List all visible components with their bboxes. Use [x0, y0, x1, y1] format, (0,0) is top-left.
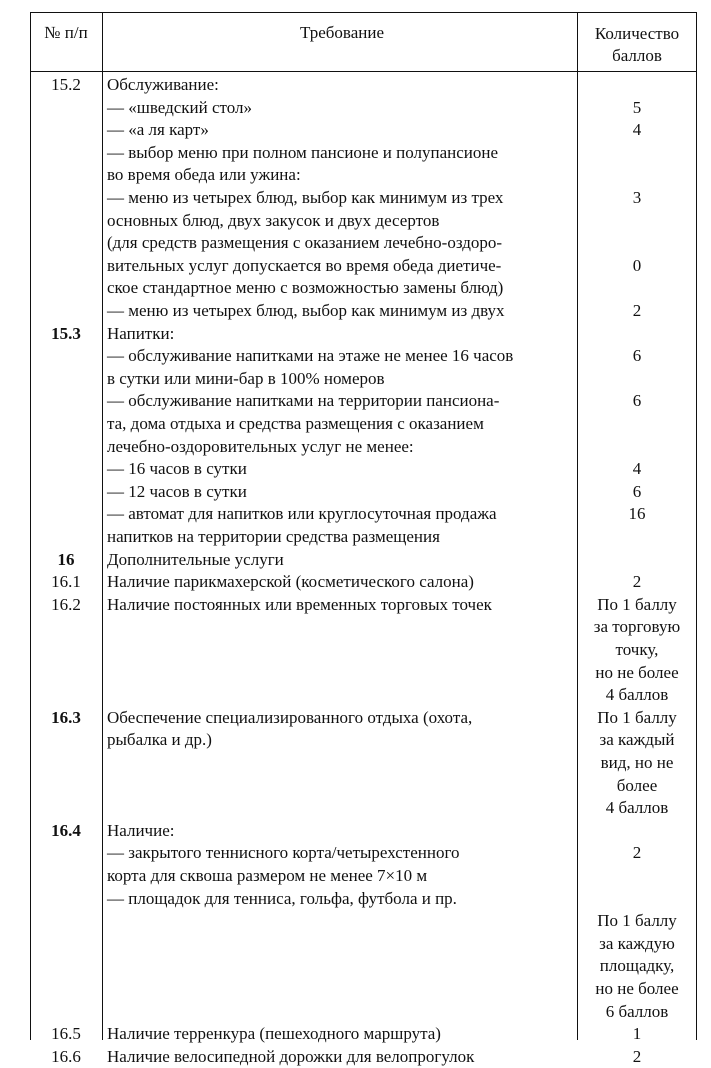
score-value: 2 [632, 301, 642, 320]
score-value: более [616, 775, 658, 795]
column-divider-2 [577, 12, 578, 1040]
row-number: 16.5 [51, 1024, 81, 1044]
score-value: 0 [632, 255, 642, 275]
header-bottom-border [30, 71, 696, 72]
column-divider-1 [102, 12, 103, 1040]
header-number: № п/п [44, 23, 88, 42]
requirement-text: ское стандартное меню с возможностью замены блюд) [107, 278, 504, 298]
score-value: 4 баллов [605, 685, 669, 705]
score-value: 4 [632, 459, 642, 479]
row-number: 16.4 [51, 820, 81, 840]
row-number: 15.2 [51, 75, 81, 94]
requirement-text: во время обеда или ужина: [107, 165, 301, 185]
row-number: 15.3 [51, 323, 81, 343]
requirement-text: рыбалка и др.) [107, 730, 212, 750]
requirement-text: корта для сквоша размером не менее 7×10 м [107, 866, 428, 885]
requirement-text: основных блюд, двух закусок и двух десертов [107, 210, 440, 230]
score-value: точку, [615, 640, 659, 659]
score-value: за каждую [599, 933, 675, 953]
table-left-border [30, 12, 31, 1040]
score-value: за каждый [599, 730, 675, 750]
table-top-border [30, 12, 696, 13]
requirement-text: лечебно-оздоровительных услуг не менее: [107, 436, 414, 456]
requirement-text: — меню из четырех блюд, выбор как минимум из трех [107, 188, 504, 207]
header-score-line-2: баллов [612, 46, 662, 65]
requirement-text: Наличие велосипедной дорожки для велопрогулок [107, 1046, 475, 1066]
row-number: 16.2 [51, 594, 81, 614]
requirement-text: Наличие постоянных или временных торговых точек [107, 594, 492, 614]
score-value: за торговую [593, 617, 681, 637]
score-value: По 1 баллу [597, 707, 677, 727]
table-right-border [696, 12, 697, 1040]
score-value: 3 [632, 188, 642, 207]
requirement-text: (для средств размещения с оказанием лечебно-оздоро- [107, 233, 503, 253]
requirement-text: Обслуживание: [107, 75, 219, 94]
row-number: 16 [57, 549, 75, 569]
requirement-text: Наличие: [107, 820, 175, 840]
requirement-text: — обслуживание напитками на территории пансиона- [107, 391, 500, 411]
requirement-text: — автомат для напитков или круглосуточная продажа [107, 504, 497, 524]
header-score-line-1: Количество [594, 24, 680, 43]
score-value: По 1 баллу [597, 911, 677, 931]
row-number: 16.6 [51, 1046, 81, 1066]
score-value: 4 баллов [605, 798, 669, 818]
score-value: 6 баллов [605, 1001, 669, 1021]
requirement-text: в сутки или мини-бар в 100% номеров [107, 368, 385, 388]
score-value: 4 [632, 120, 642, 140]
requirement-text: — обслуживание напитками на этаже не менее 16 часов [107, 346, 514, 366]
requirement-text: Дополнительные услуги [107, 549, 284, 569]
requirement-text: та, дома отдыха и средства размещения с оказанием [107, 414, 484, 433]
score-value: но не более [595, 662, 679, 682]
header-requirement: Требование [299, 23, 385, 42]
score-value: 2 [632, 843, 642, 863]
requirement-text: — меню из четырех блюд, выбор как минимум из двух [107, 301, 505, 320]
requirement-text: Обеспечение специализированного отдыха (охота, [107, 707, 473, 727]
requirement-text: Наличие парикмахерской (косметического салона) [107, 572, 474, 592]
score-value: 6 [632, 346, 642, 366]
requirement-text: — закрытого теннисного корта/четырехстенного [107, 843, 460, 863]
requirement-text: Напитки: [107, 323, 175, 343]
requirement-text: Наличие терренкура (пешеходного маршрута) [107, 1024, 441, 1044]
score-value: 1 [632, 1024, 642, 1044]
requirement-text: — 12 часов в сутки [107, 481, 247, 501]
score-value: площадку, [599, 956, 675, 976]
row-number: 16.3 [51, 707, 81, 727]
requirement-text: — 16 часов в сутки [107, 459, 247, 479]
score-value: 16 [628, 504, 646, 524]
requirement-text: — «шведский стол» [107, 97, 252, 117]
requirement-text: напитков на территории средства размещения [107, 527, 440, 546]
requirement-text: — «а ля карт» [107, 120, 209, 140]
score-value: По 1 баллу [597, 594, 677, 614]
score-value: 2 [632, 1046, 642, 1066]
row-number: 16.1 [51, 572, 81, 592]
score-value: 6 [632, 391, 642, 411]
score-value: 6 [632, 481, 642, 501]
requirement-text: вительных услуг допускается во время обеда диетиче- [107, 255, 502, 275]
score-value: но не более [595, 979, 679, 998]
score-value: 2 [632, 572, 642, 592]
requirement-text: — выбор меню при полном пансионе и полупансионе [107, 142, 499, 162]
requirement-text: — площадок для тенниса, гольфа, футбола и пр. [107, 888, 457, 908]
score-value: 5 [632, 97, 642, 117]
score-value: вид, но не [600, 753, 674, 772]
